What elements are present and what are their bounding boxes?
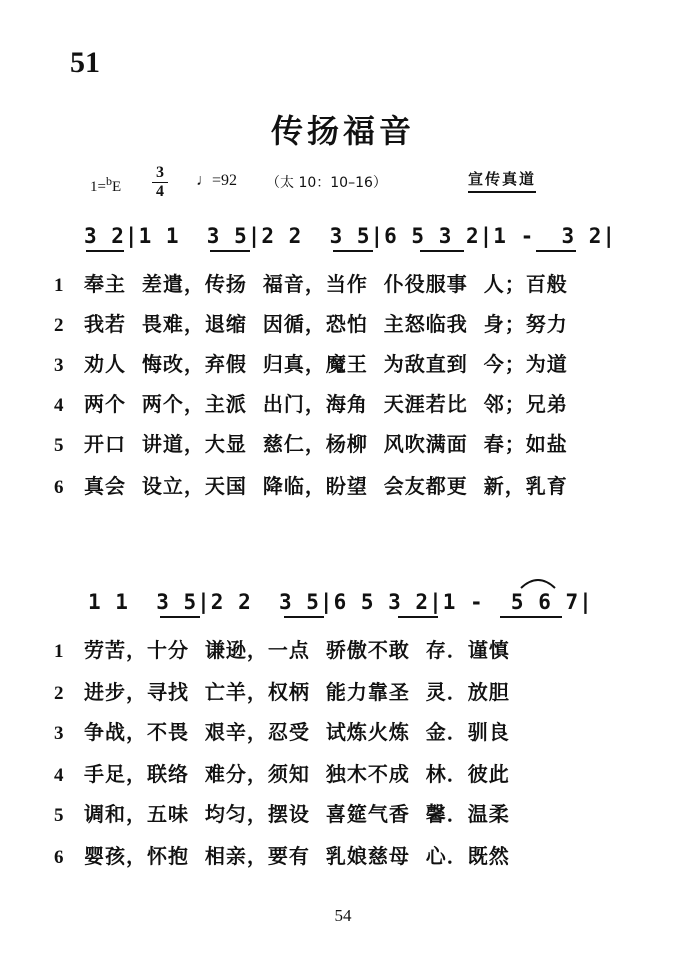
verse-number: 5 <box>54 805 65 826</box>
time-bottom: 4 <box>156 183 164 200</box>
verse-line <box>54 840 510 869</box>
time-signature <box>152 164 168 201</box>
key-prefix: 1= <box>90 179 106 195</box>
key-flat: b <box>105 174 112 188</box>
notation-line-2: 1 1 3 5|2 2 3 5|6 5 3 2|1 - 5 6 7| <box>88 590 593 614</box>
verse-number: 5 <box>54 435 65 456</box>
hymn-number: 51 <box>70 46 100 79</box>
key-signature <box>90 174 121 196</box>
verse-line <box>54 470 568 499</box>
verse-text: 手足，联络 难分，须知 独木不成 林．彼此 <box>84 762 510 786</box>
beam-underline <box>86 250 124 252</box>
verse-number: 3 <box>54 723 65 744</box>
verse-line <box>54 428 568 457</box>
verse-number: 2 <box>54 683 65 704</box>
beam-underline <box>420 250 464 252</box>
verse-line <box>54 716 510 745</box>
verse-number: 1 <box>54 275 65 296</box>
slur-mark <box>518 574 558 590</box>
verse-text: 我若 畏难，退缩 因循，恐怕 主怒临我 身；努力 <box>84 312 568 336</box>
verse-line <box>54 758 510 787</box>
scripture-reference: （太 10：10–16） <box>266 175 387 191</box>
verse-line <box>54 268 568 297</box>
beam-underline <box>160 616 200 618</box>
hymn-title: 传扬福音 <box>270 112 415 150</box>
beam-underline <box>210 250 250 252</box>
verse-line <box>54 388 568 417</box>
time-top: 3 <box>152 164 168 183</box>
notation-line-1: 3 2|1 1 3 5|2 2 3 5|6 5 3 2|1 - 3 2| <box>84 224 617 248</box>
page-number: 54 <box>334 906 352 925</box>
verse-number: 4 <box>54 765 65 786</box>
beam-underline <box>333 250 373 252</box>
verse-text: 调和，五味 均匀，摆设 喜筵气香 馨．温柔 <box>84 802 510 826</box>
beam-underline <box>398 616 438 618</box>
verse-text: 劝人 悔改，弃假 归真，魔王 为敌直到 今；为道 <box>84 352 568 376</box>
verse-line <box>54 348 568 377</box>
verse-number: 4 <box>54 395 65 416</box>
verse-number: 6 <box>54 847 65 868</box>
verse-line <box>54 634 510 663</box>
verse-number: 3 <box>54 355 65 376</box>
verse-line <box>54 308 568 337</box>
beam-underline <box>500 616 562 618</box>
verse-number: 6 <box>54 477 65 498</box>
verse-text: 劳苦，十分 谦逊，一点 骄傲不敢 存．谨慎 <box>84 638 510 662</box>
beam-underline <box>536 250 576 252</box>
verse-number: 1 <box>54 641 65 662</box>
verse-text: 两个 两个，主派 出门，海角 天涯若比 邻；兄弟 <box>84 392 568 416</box>
verse-text: 进步，寻找 亡羊，权柄 能力靠圣 灵．放胆 <box>84 680 510 704</box>
verse-number: 2 <box>54 315 65 336</box>
key-note: E <box>111 179 122 195</box>
verse-text: 婴孩，怀抱 相亲，要有 乳娘慈母 心．既然 <box>84 844 510 868</box>
verse-text: 争战，不畏 艰辛，忍受 试炼火炼 金．驯良 <box>84 720 510 744</box>
tempo-marking: ♩=92 <box>196 172 238 189</box>
verse-text: 真会 设立，天国 降临，盼望 会友都更 新，乳育 <box>84 474 568 498</box>
verse-text: 奉主 差遣，传扬 福音，当作 仆役服事 人；百般 <box>84 272 568 296</box>
verse-text: 开口 讲道，大显 慈仁，杨柳 风吹满面 春；如盐 <box>84 432 568 456</box>
verse-line <box>54 676 510 705</box>
tune-name: 宣传真道 <box>468 168 536 193</box>
verse-line <box>54 798 510 827</box>
beam-underline <box>284 616 324 618</box>
